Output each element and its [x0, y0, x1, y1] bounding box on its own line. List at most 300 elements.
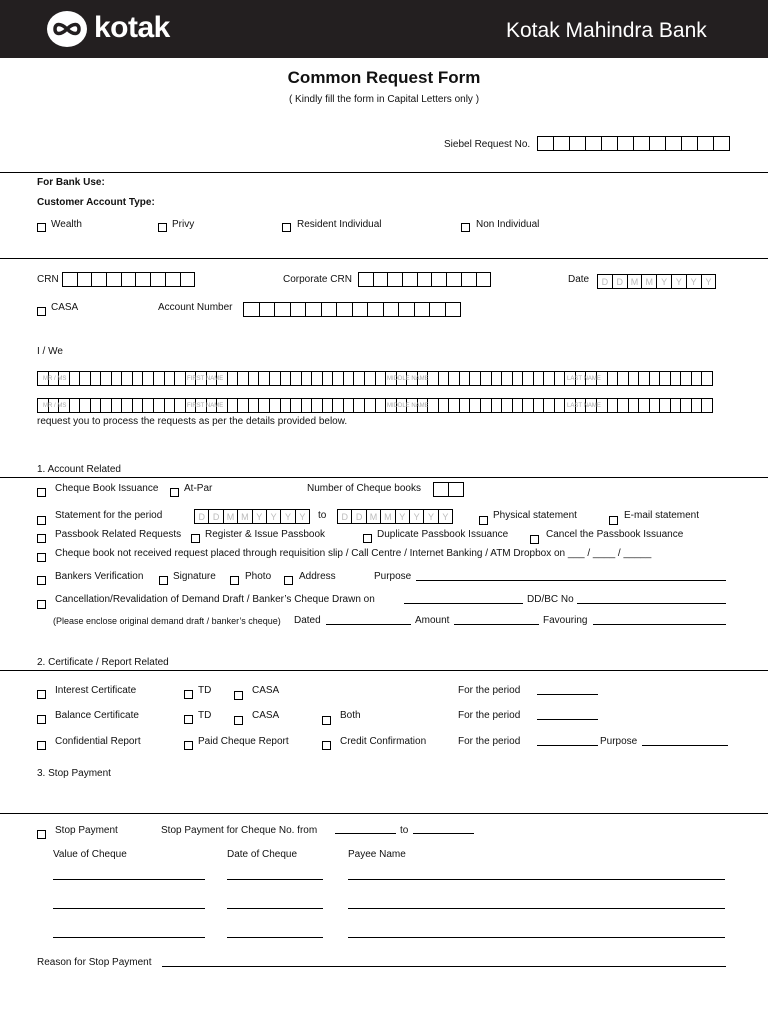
name-char-box[interactable]	[639, 398, 650, 413]
casa-label: CASA	[51, 302, 79, 313]
cancel-passbook-checkbox[interactable]	[530, 535, 539, 544]
section-1-heading: 1. Account Related	[37, 464, 121, 475]
payee-name-header: Payee Name	[348, 849, 406, 860]
applicant-name-2-input[interactable]	[37, 398, 713, 413]
char-box[interactable]	[275, 302, 291, 317]
date-char-box[interactable]: D	[613, 274, 628, 289]
name-char-box[interactable]	[492, 398, 503, 413]
char-box[interactable]	[449, 482, 464, 497]
amount-label: Amount	[415, 615, 450, 626]
name-char-box[interactable]	[650, 398, 661, 413]
name-char-box[interactable]	[112, 371, 123, 386]
name-char-box[interactable]	[112, 398, 123, 413]
privy-label: Privy	[172, 219, 195, 230]
date-char-box[interactable]: Y	[657, 274, 672, 289]
confidential-purpose-field[interactable]	[642, 745, 728, 746]
char-box[interactable]	[634, 136, 650, 151]
name-char-box[interactable]	[259, 371, 270, 386]
name-char-box[interactable]	[312, 371, 323, 386]
interest-td-checkbox[interactable]	[184, 690, 193, 699]
confidential-purpose-label: Purpose	[600, 736, 638, 747]
name-char-box[interactable]	[165, 398, 176, 413]
interest-certificate-checkbox[interactable]	[37, 690, 46, 699]
date-char-box[interactable]: M	[224, 509, 238, 524]
cheque-value-field[interactable]	[53, 937, 205, 938]
name-char-box[interactable]	[270, 398, 281, 413]
name-char-box[interactable]	[344, 398, 355, 413]
date-char-box[interactable]: M	[367, 509, 381, 524]
name-char-box[interactable]	[281, 371, 292, 386]
favouring-label: Favouring	[543, 615, 588, 626]
logo-text: kotak	[94, 11, 170, 44]
at-par-label: At-Par	[184, 483, 213, 494]
applicant-name-1-input[interactable]	[37, 371, 713, 386]
bank-name: Kotak Mahindra Bank	[506, 19, 707, 42]
date-char-box[interactable]: M	[642, 274, 657, 289]
char-box[interactable]	[166, 272, 181, 287]
name-char-box[interactable]	[439, 371, 450, 386]
name-char-box[interactable]	[122, 398, 133, 413]
statement-to-date-input[interactable]	[337, 509, 453, 524]
char-box[interactable]	[322, 302, 338, 317]
char-box[interactable]	[260, 302, 276, 317]
char-box[interactable]	[374, 272, 389, 287]
char-box[interactable]	[353, 302, 369, 317]
bank-use-heading: For Bank Use:	[37, 177, 105, 188]
purpose-label: Purpose	[374, 571, 412, 582]
name-char-box[interactable]	[428, 398, 439, 413]
resident-individual-label: Resident Individual	[297, 219, 382, 230]
name-char-box[interactable]	[333, 371, 344, 386]
name-char-box[interactable]	[101, 371, 112, 386]
signature-label: Signature	[173, 571, 216, 582]
name-char-box[interactable]	[513, 398, 524, 413]
crn-input[interactable]	[62, 272, 195, 287]
wealth-checkbox[interactable]	[37, 223, 46, 232]
name-char-box[interactable]	[470, 371, 481, 386]
name-char-box[interactable]	[228, 398, 239, 413]
name-char-box[interactable]	[365, 371, 376, 386]
name-char-box[interactable]	[629, 371, 640, 386]
char-box[interactable]	[477, 272, 492, 287]
name-char-box[interactable]	[608, 398, 619, 413]
interest-casa-label: CASA	[252, 685, 280, 696]
enclose-note: (Please enclose original demand draft / banker’s cheque)	[53, 616, 281, 626]
char-box[interactable]	[368, 302, 384, 317]
char-box[interactable]	[151, 272, 166, 287]
date-char-box[interactable]: Y	[396, 509, 410, 524]
char-box[interactable]	[63, 272, 78, 287]
form-subtitle: ( Kindly fill the form in Capital Letters only )	[288, 94, 480, 105]
interest-period-field[interactable]	[537, 694, 598, 695]
char-box[interactable]	[78, 272, 93, 287]
name-char-box[interactable]	[544, 398, 555, 413]
date-char-box[interactable]: Y	[702, 274, 717, 289]
favouring-field[interactable]	[593, 624, 726, 625]
stop-payment-checkbox[interactable]	[37, 830, 46, 839]
date-of-cheque-header: Date of Cheque	[227, 849, 298, 860]
name-char-box[interactable]	[671, 371, 682, 386]
name-char-box[interactable]	[481, 398, 492, 413]
name-char-box[interactable]	[249, 371, 260, 386]
stop-reason-field[interactable]	[162, 966, 726, 967]
name-char-box[interactable]	[70, 371, 81, 386]
char-box[interactable]	[447, 272, 462, 287]
name-char-box[interactable]	[692, 371, 703, 386]
char-box[interactable]	[306, 302, 322, 317]
account-number-label: Account Number	[158, 302, 233, 313]
corporate-crn-input[interactable]	[358, 272, 491, 287]
name-char-box[interactable]	[492, 371, 503, 386]
confidential-report-checkbox[interactable]	[37, 741, 46, 750]
date-char-box[interactable]: Y	[267, 509, 281, 524]
address-label: Address	[299, 571, 336, 582]
request-text: request you to process the requests as per the details provided below.	[37, 416, 348, 427]
statement-period-label: Statement for the period	[55, 510, 163, 521]
balance-period-label: For the period	[458, 710, 521, 721]
physical-statement-label: Physical statement	[493, 510, 577, 521]
section-3-heading: 3. Stop Payment	[37, 768, 111, 779]
name-char-box[interactable]	[502, 371, 513, 386]
last-name-placeholder: LAST NAME	[567, 376, 601, 382]
name-char-box[interactable]	[291, 371, 302, 386]
resident-individual-checkbox[interactable]	[282, 223, 291, 232]
char-box[interactable]	[107, 272, 122, 287]
crn-label: CRN	[37, 274, 59, 285]
passbook-checkbox[interactable]	[37, 534, 46, 543]
non-individual-checkbox[interactable]	[461, 223, 470, 232]
name-char-box[interactable]	[460, 398, 471, 413]
name-char-box[interactable]	[302, 398, 313, 413]
credit-confirmation-label: Credit Confirmation	[340, 736, 427, 747]
name-char-box[interactable]	[91, 398, 102, 413]
name-char-box[interactable]	[523, 371, 534, 386]
passbook-label: Passbook Related Requests	[55, 529, 182, 540]
name-char-box[interactable]	[439, 398, 450, 413]
char-box[interactable]	[602, 136, 618, 151]
balance-td-label: TD	[198, 710, 212, 721]
name-char-box[interactable]	[281, 398, 292, 413]
bankers-verification-label: Bankers Verification	[55, 571, 144, 582]
name-char-box[interactable]	[344, 371, 355, 386]
divider	[0, 813, 768, 814]
name-char-box[interactable]	[449, 371, 460, 386]
name-char-box[interactable]	[122, 371, 133, 386]
name-char-box[interactable]	[291, 398, 302, 413]
name-char-box[interactable]	[302, 371, 313, 386]
char-box[interactable]	[554, 136, 570, 151]
name-char-box[interactable]	[544, 371, 555, 386]
non-individual-label: Non Individual	[476, 219, 540, 230]
name-char-box[interactable]	[660, 398, 671, 413]
bankers-verification-checkbox[interactable]	[37, 576, 46, 585]
name-char-box[interactable]	[660, 371, 671, 386]
name-char-box[interactable]	[259, 398, 270, 413]
num-cheque-books-label: Number of Cheque books	[307, 483, 421, 494]
date-char-box[interactable]: Y	[687, 274, 702, 289]
statement-checkbox[interactable]	[37, 516, 46, 525]
applicant-label: I / We	[37, 346, 63, 357]
name-char-box[interactable]	[154, 371, 165, 386]
char-box[interactable]	[434, 482, 449, 497]
name-char-box[interactable]	[80, 398, 91, 413]
char-box[interactable]	[586, 136, 602, 151]
privy-checkbox[interactable]	[158, 223, 167, 232]
drawn-on-field[interactable]	[404, 603, 523, 604]
char-box[interactable]	[432, 272, 447, 287]
name-char-box[interactable]	[143, 398, 154, 413]
cheque-date-field[interactable]	[227, 879, 323, 880]
name-char-box[interactable]	[618, 398, 629, 413]
date-char-box[interactable]: Y	[439, 509, 453, 524]
balance-both-checkbox[interactable]	[322, 716, 331, 725]
divider	[0, 477, 768, 478]
name-char-box[interactable]	[460, 371, 471, 386]
name-char-box[interactable]	[534, 371, 545, 386]
duplicate-passbook-label: Duplicate Passbook Issuance	[377, 529, 509, 540]
statement-to-label: to	[318, 510, 327, 521]
name-char-box[interactable]	[312, 398, 323, 413]
kotak-logo-icon	[46, 10, 88, 48]
num-cheque-books-input[interactable]	[433, 482, 464, 497]
stop-cheque-to-field[interactable]	[413, 833, 474, 834]
siebel-request-input[interactable]	[537, 136, 730, 151]
char-box[interactable]	[666, 136, 682, 151]
stop-cheque-from-label: Stop Payment for Cheque No. from	[161, 825, 318, 836]
char-box[interactable]	[415, 302, 431, 317]
stop-cheque-from-field[interactable]	[335, 833, 396, 834]
value-of-cheque-header: Value of Cheque	[53, 849, 127, 860]
dated-label: Dated	[294, 615, 321, 626]
statement-from-date-input[interactable]	[194, 509, 310, 524]
credit-confirmation-checkbox[interactable]	[322, 741, 331, 750]
char-box[interactable]	[698, 136, 714, 151]
name-char-box[interactable]	[681, 398, 692, 413]
name-char-box[interactable]	[618, 371, 629, 386]
date-char-box[interactable]: Y	[296, 509, 310, 524]
cheque-book-checkbox[interactable]	[37, 488, 46, 497]
name-char-box[interactable]	[333, 398, 344, 413]
char-box[interactable]	[136, 272, 151, 287]
photo-checkbox[interactable]	[230, 576, 239, 585]
name-char-box[interactable]	[323, 398, 334, 413]
name-char-box[interactable]	[428, 371, 439, 386]
date-char-box[interactable]: D	[209, 509, 223, 524]
name-char-box[interactable]	[702, 371, 713, 386]
cheque-book-label: Cheque Book Issuance	[55, 483, 159, 494]
confidential-report-label: Confidential Report	[55, 736, 141, 747]
balance-both-label: Both	[340, 710, 361, 721]
cheque-not-received-checkbox[interactable]	[37, 553, 46, 562]
char-box[interactable]	[291, 302, 307, 317]
date-char-box[interactable]: Y	[424, 509, 438, 524]
balance-casa-label: CASA	[252, 710, 280, 721]
date-char-box[interactable]: M	[381, 509, 395, 524]
divider	[0, 670, 768, 671]
date-char-box[interactable]: D	[352, 509, 366, 524]
name-char-box[interactable]	[555, 371, 566, 386]
name-char-box[interactable]	[165, 371, 176, 386]
amount-field[interactable]	[454, 624, 539, 625]
name-char-box[interactable]	[270, 371, 281, 386]
name-char-box[interactable]	[91, 371, 102, 386]
ddbc-field[interactable]	[577, 603, 726, 604]
name-char-box[interactable]	[175, 398, 186, 413]
char-box[interactable]	[418, 272, 433, 287]
balance-certificate-checkbox[interactable]	[37, 715, 46, 724]
signature-checkbox[interactable]	[159, 576, 168, 585]
account-type-label: Customer Account Type:	[37, 197, 155, 208]
cheque-date-field[interactable]	[227, 908, 323, 909]
middle-name-placeholder: MIDDLE NAME	[387, 403, 429, 409]
casa-checkbox[interactable]	[37, 307, 46, 316]
interest-casa-checkbox[interactable]	[234, 691, 243, 700]
name-char-box[interactable]	[671, 398, 682, 413]
paid-cheque-label: Paid Cheque Report	[198, 736, 289, 747]
divider	[0, 258, 768, 259]
cheque-value-field[interactable]	[53, 879, 205, 880]
payee-name-field[interactable]	[348, 908, 725, 909]
email-statement-checkbox[interactable]	[609, 516, 618, 525]
corporate-crn-label: Corporate CRN	[283, 274, 352, 285]
register-passbook-checkbox[interactable]	[191, 534, 200, 543]
char-box[interactable]	[446, 302, 462, 317]
form-title: Common Request Form	[287, 68, 481, 87]
date-char-box[interactable]: D	[338, 509, 352, 524]
char-box[interactable]	[430, 302, 446, 317]
name-char-box[interactable]	[238, 398, 249, 413]
name-char-box[interactable]	[608, 371, 619, 386]
char-box[interactable]	[462, 272, 477, 287]
name-char-box[interactable]	[692, 398, 703, 413]
name-char-box[interactable]	[376, 398, 387, 413]
purpose-field[interactable]	[416, 580, 726, 581]
at-par-checkbox[interactable]	[170, 488, 179, 497]
name-char-box[interactable]	[133, 371, 144, 386]
date-label: Date	[568, 274, 590, 285]
cancellation-dd-checkbox[interactable]	[37, 600, 46, 609]
name-char-box[interactable]	[354, 398, 365, 413]
dated-field[interactable]	[326, 624, 411, 625]
cheque-value-field[interactable]	[53, 908, 205, 909]
divider	[0, 172, 768, 173]
date-char-box[interactable]: D	[598, 274, 613, 289]
char-box[interactable]	[399, 302, 415, 317]
name-char-box[interactable]	[70, 398, 81, 413]
siebel-label: Siebel Request No.	[444, 139, 531, 150]
wealth-label: Wealth	[51, 219, 82, 230]
stop-cheque-to-label: to	[400, 825, 409, 836]
char-box[interactable]	[682, 136, 698, 151]
name-char-box[interactable]	[523, 398, 534, 413]
paid-cheque-checkbox[interactable]	[184, 741, 193, 750]
date-input[interactable]	[597, 274, 716, 289]
photo-label: Photo	[245, 571, 272, 582]
name-char-box[interactable]	[80, 371, 91, 386]
char-box[interactable]	[714, 136, 730, 151]
name-char-box[interactable]	[555, 398, 566, 413]
name-char-box[interactable]	[249, 398, 260, 413]
name-char-box[interactable]	[470, 398, 481, 413]
payee-name-field[interactable]	[348, 937, 725, 938]
char-box[interactable]	[403, 272, 418, 287]
balance-casa-checkbox[interactable]	[234, 716, 243, 725]
name-char-box[interactable]	[238, 371, 249, 386]
interest-certificate-label: Interest Certificate	[55, 685, 137, 696]
name-char-box[interactable]	[133, 398, 144, 413]
name-char-box[interactable]	[376, 371, 387, 386]
confidential-period-field[interactable]	[537, 745, 598, 746]
cheque-date-field[interactable]	[227, 937, 323, 938]
char-box[interactable]	[244, 302, 260, 317]
address-checkbox[interactable]	[284, 576, 293, 585]
name-char-box[interactable]	[449, 398, 460, 413]
stop-payment-label: Stop Payment	[55, 825, 118, 836]
date-char-box[interactable]: M	[628, 274, 643, 289]
char-box[interactable]	[384, 302, 400, 317]
name-char-box[interactable]	[228, 371, 239, 386]
title-placeholder: MR / MS	[43, 403, 67, 409]
name-char-box[interactable]	[702, 398, 713, 413]
name-char-box[interactable]	[681, 371, 692, 386]
date-char-box[interactable]: M	[238, 509, 252, 524]
name-char-box[interactable]	[629, 398, 640, 413]
balance-period-field[interactable]	[537, 719, 598, 720]
physical-statement-checkbox[interactable]	[479, 516, 488, 525]
name-char-box[interactable]	[650, 371, 661, 386]
char-box[interactable]	[538, 136, 554, 151]
char-box[interactable]	[181, 272, 196, 287]
char-box[interactable]	[122, 272, 137, 287]
register-passbook-label: Register & Issue Passbook	[205, 529, 326, 540]
char-box[interactable]	[650, 136, 666, 151]
confidential-period-label: For the period	[458, 736, 521, 747]
name-char-box[interactable]	[143, 371, 154, 386]
last-name-placeholder: LAST NAME	[567, 403, 601, 409]
date-char-box[interactable]: Y	[410, 509, 424, 524]
name-char-box[interactable]	[534, 398, 545, 413]
char-box[interactable]	[570, 136, 586, 151]
duplicate-passbook-checkbox[interactable]	[363, 534, 372, 543]
balance-td-checkbox[interactable]	[184, 715, 193, 724]
account-number-input[interactable]	[243, 302, 461, 317]
name-char-box[interactable]	[354, 371, 365, 386]
title-placeholder: MR / MS	[43, 376, 67, 382]
name-char-box[interactable]	[101, 398, 112, 413]
name-char-box[interactable]	[365, 398, 376, 413]
date-char-box[interactable]: Y	[672, 274, 687, 289]
name-char-box[interactable]	[154, 398, 165, 413]
name-char-box[interactable]	[323, 371, 334, 386]
char-box[interactable]	[92, 272, 107, 287]
date-char-box[interactable]: D	[195, 509, 209, 524]
name-char-box[interactable]	[639, 371, 650, 386]
name-char-box[interactable]	[513, 371, 524, 386]
name-char-box[interactable]	[481, 371, 492, 386]
date-char-box[interactable]: Y	[281, 509, 295, 524]
payee-name-field[interactable]	[348, 879, 725, 880]
char-box[interactable]	[388, 272, 403, 287]
name-char-box[interactable]	[175, 371, 186, 386]
char-box[interactable]	[337, 302, 353, 317]
date-char-box[interactable]: Y	[253, 509, 267, 524]
char-box[interactable]	[618, 136, 634, 151]
char-box[interactable]	[359, 272, 374, 287]
section-2-heading: 2. Certificate / Report Related	[37, 657, 169, 668]
balance-certificate-label: Balance Certificate	[55, 710, 139, 721]
name-char-box[interactable]	[502, 398, 513, 413]
middle-name-placeholder: MIDDLE NAME	[387, 376, 429, 382]
